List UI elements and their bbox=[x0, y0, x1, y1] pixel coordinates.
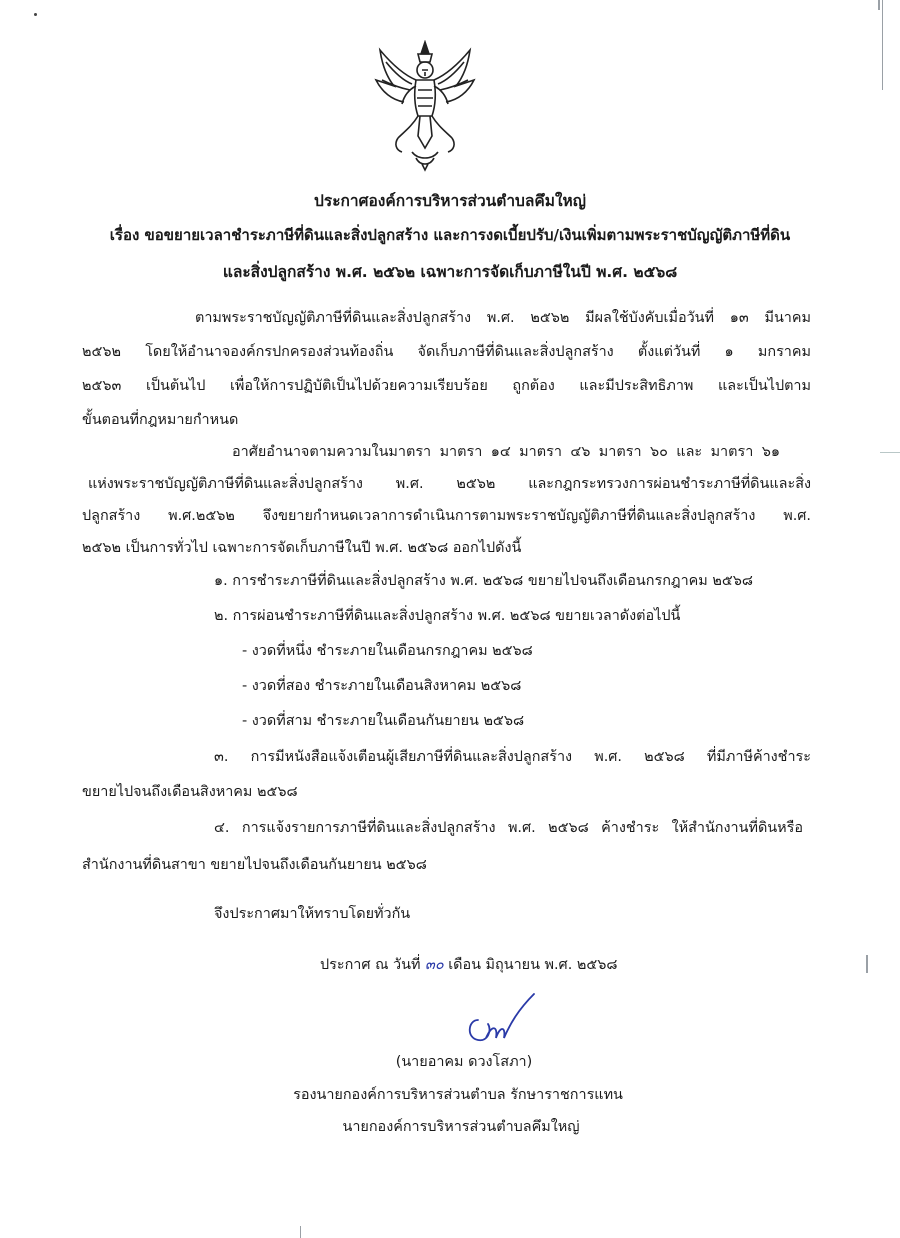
date-suffix: เดือน มิถุนายน พ.ศ. ๒๕๖๘ bbox=[448, 957, 618, 973]
item-2: ๒. การผ่อนชำระภาษีที่ดินและสิ่งปลูกสร้าง พ.ศ. ๒๕๖๘ ขยายเวลาดังต่อไปนี้ bbox=[214, 608, 681, 624]
closing-statement: จึงประกาศมาให้ทราบโดยทั่วกัน bbox=[214, 906, 411, 922]
scan-edge-upper bbox=[882, 0, 883, 90]
signatory-name: (นายอาคม ดวงโสภา) bbox=[395, 1054, 533, 1070]
date-prefix: ประกาศ ณ วันที่ bbox=[320, 957, 421, 973]
item-4-line-2: สำนักงานที่ดินสาขา ขยายไปจนถึงเดือนกันยายน ๒๕๖๘ bbox=[82, 857, 427, 873]
paragraph-1-line: ขั้นตอนที่กฎหมายกำหนด bbox=[82, 412, 239, 428]
item-3-line-2: ขยายไปจนถึงเดือนสิงหาคม ๒๕๖๘ bbox=[82, 784, 298, 800]
installment-1: - งวดที่หนึ่ง ชำระภายในเดือนกรกฎาคม ๒๕๖๘ bbox=[242, 643, 533, 659]
scan-edge-lower bbox=[866, 955, 868, 973]
date-line bbox=[320, 955, 617, 975]
garuda-emblem-icon bbox=[372, 40, 478, 172]
scan-dot bbox=[34, 13, 37, 16]
paragraph-2-line: แห่งพระราชบัญญัติภาษีที่ดินและสิ่งปลูกสร้าง พ.ศ. ๒๕๖๒ และกฎกระทรวงการผ่อนชำระภาษีที่ดินและสิ่ง bbox=[88, 476, 811, 492]
item-3-line-1: ๓. การมีหนังสือแจ้งเตือนผู้เสียภาษีที่ดินและสิ่งปลูกสร้าง พ.ศ. ๒๕๖๘ ที่มีภาษีค้างชำระ bbox=[214, 749, 811, 765]
installment-2: - งวดที่สอง ชำระภายในเดือนสิงหาคม ๒๕๖๘ bbox=[242, 678, 522, 694]
paragraph-1-line: ๒๕๖๒ โดยให้อำนาจองค์กรปกครองส่วนท้องถิ่น จัดเก็บภาษีที่ดินและสิ่งปลูกสร้าง ตั้งแต่วันที่ ๑ มกราคม bbox=[82, 344, 811, 360]
paragraph-1-line: ๒๕๖๓ เป็นต้นไป เพื่อให้การปฏิบัติเป็นไปด้วยความเรียบร้อย ถูกต้อง และมีประสิทธิภาพ และเป็นไปตาม bbox=[82, 378, 811, 394]
date-day: ๓๐ bbox=[425, 957, 444, 973]
installment-3: - งวดที่สาม ชำระภายในเดือนกันยายน ๒๕๖๘ bbox=[242, 713, 525, 729]
scan-edge-bottom bbox=[300, 1226, 301, 1238]
signatory-position-2: นายกองค์การบริหารส่วนตำบลคึมใหญ่ bbox=[342, 1119, 580, 1135]
paragraph-2-line: ๒๕๖๒ เป็นการทั่วไป เฉพาะการจัดเก็บภาษีในปี พ.ศ. ๒๕๖๘ ออกไปดังนี้ bbox=[82, 540, 522, 556]
paragraph-2-line: อาศัยอำนาจตามความในมาตรา มาตรา ๑๔ มาตรา ๔๖ มาตรา ๖๐ และ มาตรา ๖๑ bbox=[232, 444, 780, 460]
scan-edge-top bbox=[878, 0, 880, 10]
item-4-line-1: ๔. การแจ้งรายการภาษีที่ดินและสิ่งปลูกสร้าง พ.ศ. ๒๕๖๘ ค้างชำระ ให้สำนักงานที่ดินหรือ bbox=[214, 820, 803, 836]
signature-scribble-icon bbox=[458, 990, 548, 1050]
subject-line-2: และสิ่งปลูกสร้าง พ.ศ. ๒๕๖๒ เฉพาะการจัดเก็บภาษีในปี พ.ศ. ๒๕๖๘ bbox=[222, 263, 678, 281]
subject-line-1: เรื่อง ขอขยายเวลาชำระภาษีที่ดินและสิ่งปลูกสร้าง และการงดเบี้ยปรับ/เงินเพิ่มตามพระราชบัญญัติภาษีที่ดิน bbox=[109, 226, 791, 244]
scan-mark bbox=[880, 452, 900, 453]
signatory-position-1: รองนายกองค์การบริหารส่วนตำบล รักษาราชการแทน bbox=[293, 1087, 623, 1103]
paragraph-2-line: ปลูกสร้าง พ.ศ.๒๕๖๒ จึงขยายกำหนดเวลาการดำเนินการตามพระราชบัญญัติภาษีที่ดินและสิ่งปลูกสร้าง พ.ศ. bbox=[82, 508, 811, 524]
announcement-title: ประกาศองค์การบริหารส่วนตำบลคึมใหญ่ bbox=[314, 192, 586, 210]
item-1: ๑. การชำระภาษีที่ดินและสิ่งปลูกสร้าง พ.ศ. ๒๕๖๘ ขยายไปจนถึงเดือนกรกฎาคม ๒๕๖๘ bbox=[214, 573, 753, 589]
paragraph-1-line: ตามพระราชบัญญัติภาษีที่ดินและสิ่งปลูกสร้าง พ.ศ. ๒๕๖๒ มีผลใช้บังคับเมื่อวันที่ ๑๓ มีนาคม bbox=[195, 310, 811, 326]
